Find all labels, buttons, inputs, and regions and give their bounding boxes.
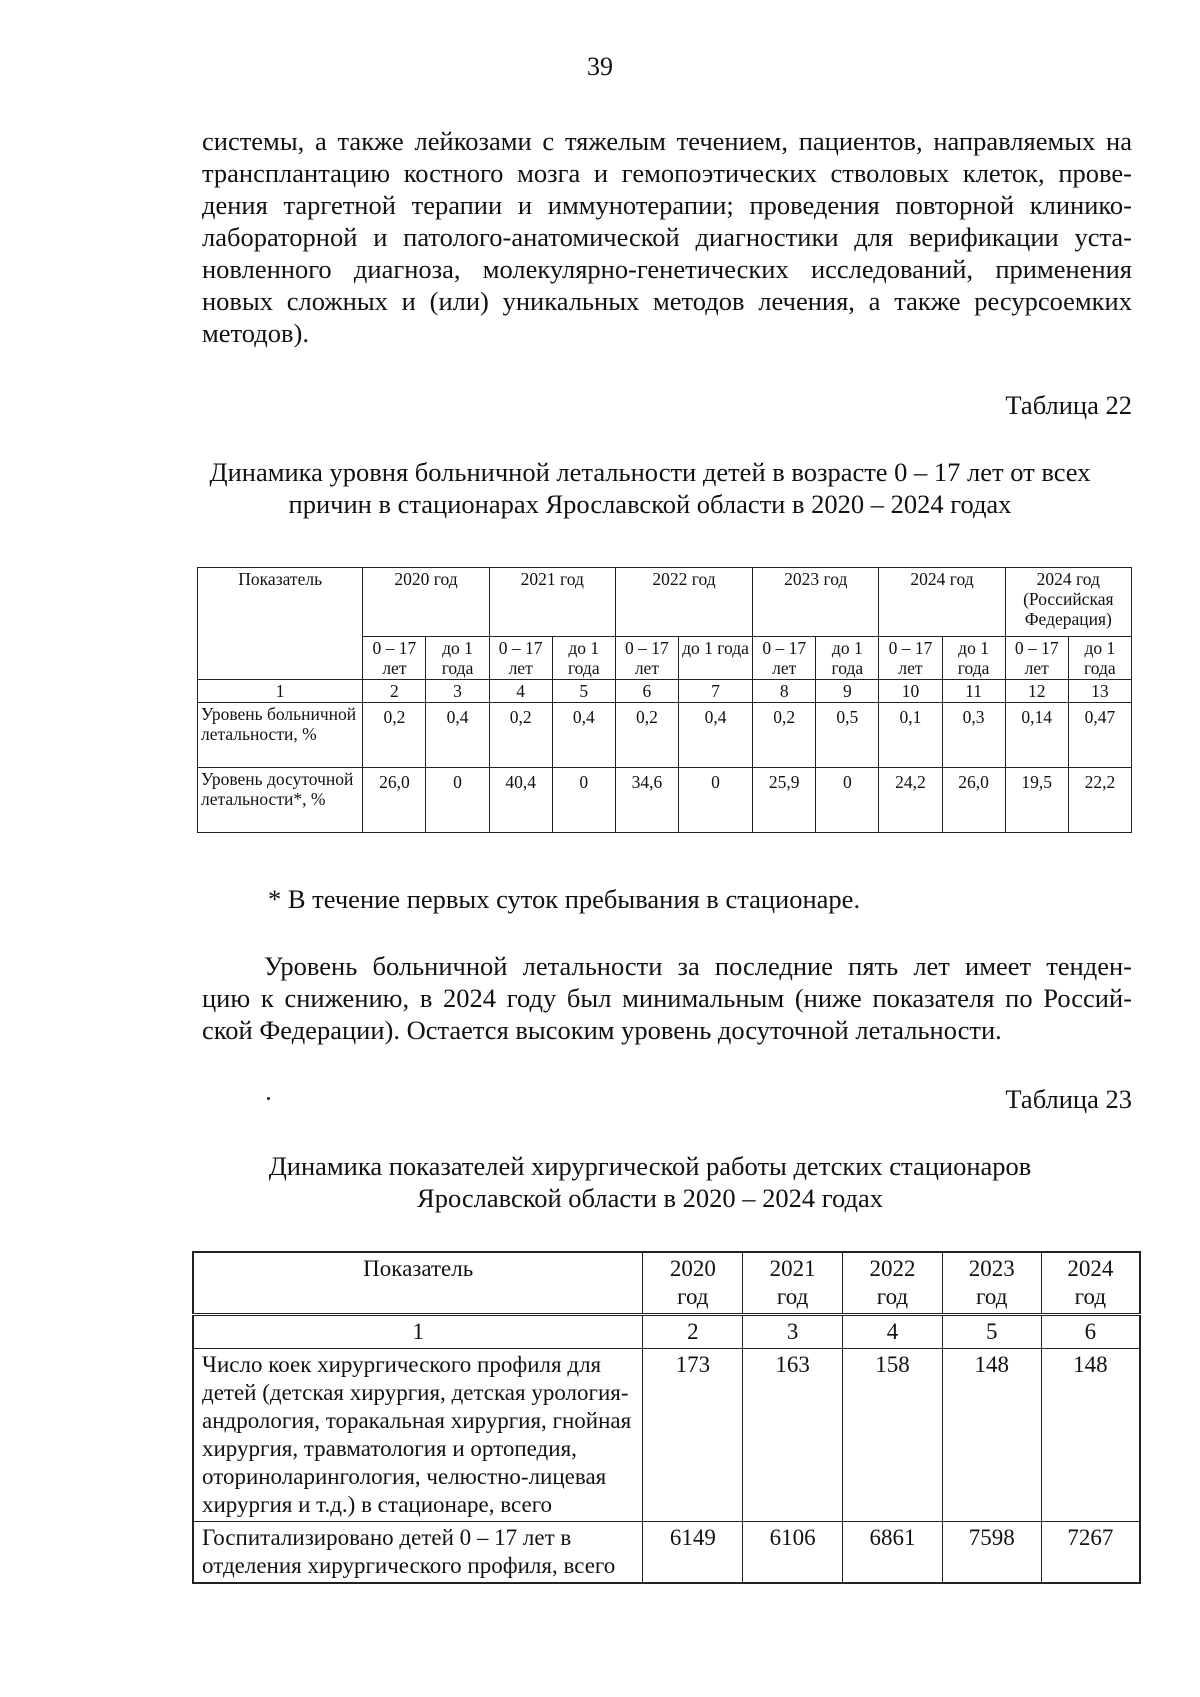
table23-cell: 148	[942, 1349, 1041, 1522]
table22-cell: 26,0	[363, 768, 426, 833]
table22-index-cell: 8	[753, 680, 816, 703]
table23-year-header: 2022 год	[843, 1252, 943, 1315]
stray-dot	[267, 1097, 270, 1100]
table22-cell: 24,2	[879, 768, 942, 833]
table23-cell: 6861	[843, 1522, 943, 1584]
table22-subheader: до 1 года	[426, 637, 489, 680]
table22-cell: 25,9	[753, 768, 816, 833]
table23-cell: 7598	[942, 1522, 1041, 1584]
table23-title	[150, 1150, 1150, 1214]
table22-title-line: Динамика уровня больничной летальности детей в возрасте 0 – 17 лет от всех	[209, 457, 1091, 487]
table23-label: Таблица 23	[1005, 1084, 1132, 1114]
table22-subheader: 0 – 17 лет	[615, 637, 678, 680]
table22-cell: 0	[552, 768, 615, 833]
table22-subheader: до 1 года	[816, 637, 879, 680]
summary-line: Уровень больничной летальности за последние пять лет имеет тенден-	[264, 951, 1132, 981]
table23-index-cell: 6	[1041, 1315, 1140, 1349]
table22-cell: 19,5	[1005, 768, 1068, 833]
table22-year-header: 2023 год	[753, 568, 879, 637]
table22-index-cell: 13	[1068, 680, 1131, 703]
table23-index-cell: 5	[942, 1315, 1041, 1349]
table23-cell: 163	[743, 1349, 843, 1522]
table22-cell: 0,4	[552, 703, 615, 768]
table22	[197, 567, 1132, 833]
table22-subheader: до 1 года	[942, 637, 1005, 680]
table22-cell: 0	[816, 768, 879, 833]
table22-cell: 0,1	[879, 703, 942, 768]
intro-line: новых сложных и (или) уникальных методов лечения, а также ресурсоемких	[202, 286, 1132, 316]
table23-cell: 6149	[643, 1522, 743, 1584]
table22-subheader: 0 – 17 лет	[879, 637, 942, 680]
table23-cell: 6106	[743, 1522, 843, 1584]
table23-cell: 148	[1041, 1349, 1140, 1522]
table23-header-indicator: Показатель	[193, 1252, 643, 1315]
table22-row-label: Уровень больничной летальности, %	[198, 703, 363, 768]
table22-index-cell: 10	[879, 680, 942, 703]
intro-paragraph	[202, 125, 1132, 349]
table23-year-header: 2023 год	[942, 1252, 1041, 1315]
table23-cell: 158	[843, 1349, 943, 1522]
table22-cell: 0,5	[816, 703, 879, 768]
table22-index-cell: 4	[489, 680, 552, 703]
table22-cell: 0,14	[1005, 703, 1068, 768]
table22-cell: 0,2	[753, 703, 816, 768]
table22-year-header: 2022 год	[615, 568, 752, 637]
table22-year-header: 2024 год (Российская Федерация)	[1005, 568, 1131, 637]
table22-cell: 26,0	[942, 768, 1005, 833]
intro-line: новленного диагноза, молекулярно-генетических исследований, применения	[202, 254, 1132, 284]
table-row	[193, 1522, 1140, 1584]
table22-subheader: до 1 года	[1068, 637, 1131, 680]
table22-subheader: до 1 года	[678, 637, 752, 680]
table22-index-cell: 2	[363, 680, 426, 703]
table23-row-label: Госпитализировано детей 0 – 17 лет в отделения хирургического профиля, всего	[193, 1522, 643, 1584]
table22-header-indicator: Показатель	[198, 568, 363, 680]
table-row	[198, 703, 1132, 768]
table22-index-cell: 12	[1005, 680, 1068, 703]
summary-paragraph	[202, 950, 1132, 1046]
summary-line: цию к снижению, в 2024 году был минимальным (ниже показателя по Россий-	[202, 983, 1132, 1013]
table22-cell: 0	[426, 768, 489, 833]
footnote: * В течение первых суток пребывания в стационаре.	[268, 884, 861, 914]
table22-cell: 22,2	[1068, 768, 1131, 833]
table23-cell: 7267	[1041, 1522, 1140, 1584]
table22-cell: 0,3	[942, 703, 1005, 768]
intro-line: системы, а также лейкозами с тяжелым течением, пациентов, направляемых на	[202, 126, 1132, 156]
table22-cell: 40,4	[489, 768, 552, 833]
table22-cell: 0,4	[678, 703, 752, 768]
table23-year-header: 2020 год	[643, 1252, 743, 1315]
table22-year-header: 2020 год	[363, 568, 489, 637]
table22-index-cell: 5	[552, 680, 615, 703]
table22-cell: 0	[678, 768, 752, 833]
summary-line: ской Федерации). Остается высоким уровень досуточной летальности.	[202, 1015, 1002, 1045]
table22-subheader: 0 – 17 лет	[753, 637, 816, 680]
table22-subheader: 0 – 17 лет	[363, 637, 426, 680]
intro-line: лабораторной и патолого-анатомической диагностики для верификации уста-	[202, 222, 1132, 252]
page-number: 39	[587, 52, 613, 81]
table22-subheader: 0 – 17 лет	[1005, 637, 1068, 680]
table23-row-label: Число коек хирургического профиля для детей (детская хирургия, детская урология-андрология, торакальная хирургия, гнойная хирургия, травматология и ортопедия, оториноларингология, челюстно-лицевая хирургия и т.д.) в стационаре, всего	[193, 1349, 643, 1522]
table23-title-line: Ярославской области в 2020 – 2024 годах	[417, 1183, 883, 1213]
table22-subheader: 0 – 17 лет	[489, 637, 552, 680]
table23-index-cell: 3	[743, 1315, 843, 1349]
table-row	[198, 768, 1132, 833]
table22-cell: 34,6	[615, 768, 678, 833]
intro-line: дения таргетной терапии и иммунотерапии; проведения повторной клинико-	[202, 190, 1132, 220]
table22-index-cell: 3	[426, 680, 489, 703]
table23-title-line: Динамика показателей хирургической работы детских стационаров	[268, 1151, 1032, 1181]
table22-cell: 0,2	[363, 703, 426, 768]
table22-index-cell: 11	[942, 680, 1005, 703]
table23-index-cell: 4	[843, 1315, 943, 1349]
table22-year-header: 2024 год	[879, 568, 1005, 637]
table22-index-cell: 1	[198, 680, 363, 703]
table23-index-cell: 1	[193, 1315, 643, 1349]
table22-cell: 0,2	[489, 703, 552, 768]
table23-year-header: 2024 год	[1041, 1252, 1140, 1315]
table23-year-header: 2021 год	[743, 1252, 843, 1315]
intro-line: методов).	[202, 318, 309, 348]
table22-cell: 0,4	[426, 703, 489, 768]
table23-index-cell: 2	[643, 1315, 743, 1349]
table22-cell: 0,47	[1068, 703, 1131, 768]
table22-subheader: до 1 года	[552, 637, 615, 680]
intro-line: трансплантацию костного мозга и гемопоэтических стволовых клеток, прове-	[202, 158, 1132, 188]
table22-index-cell: 9	[816, 680, 879, 703]
table23-cell: 173	[643, 1349, 743, 1522]
table22-index-cell: 7	[678, 680, 752, 703]
table22-index-cell: 6	[615, 680, 678, 703]
table22-year-header: 2021 год	[489, 568, 615, 637]
table-row	[193, 1349, 1140, 1522]
table23	[192, 1251, 1141, 1584]
table22-label: Таблица 22	[1005, 390, 1132, 420]
table22-cell: 0,2	[615, 703, 678, 768]
table22-title	[150, 456, 1150, 520]
table22-row-label: Уровень досуточной летальности*, %	[198, 768, 363, 833]
table22-title-line: причин в стационарах Ярославской области в 2020 – 2024 годах	[288, 489, 1012, 519]
